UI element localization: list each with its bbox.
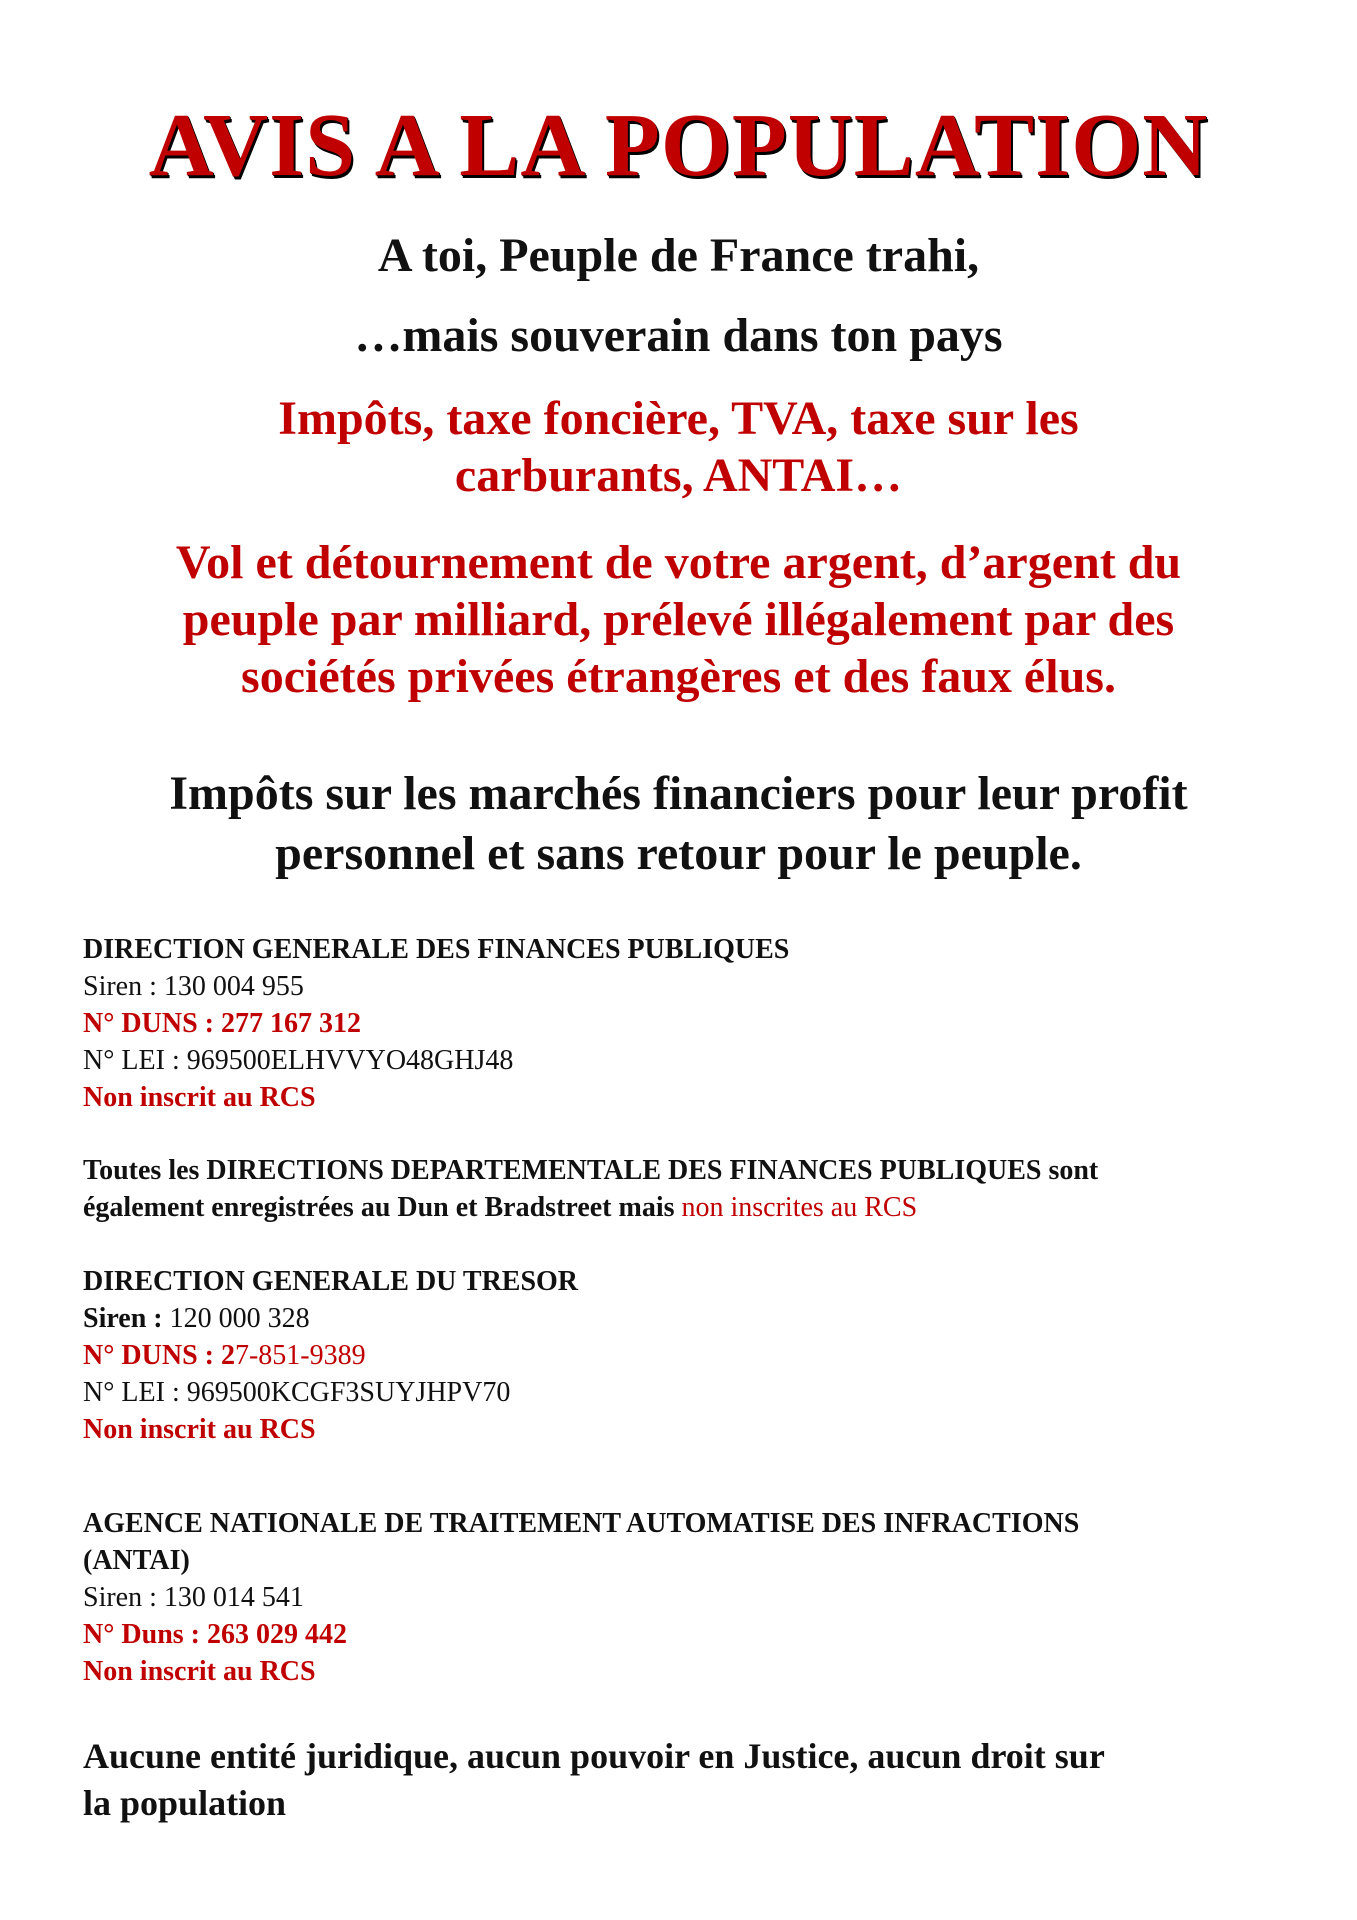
tresor-name: DIRECTION GENERALE DU TRESOR (83, 1266, 579, 1297)
antai-siren: Siren : 130 014 541 (83, 1582, 304, 1613)
theft-line-2: peuple par milliard, prélevé illégalement par des (182, 593, 1175, 646)
taxes-line-2: carburants, ANTAI… (454, 449, 903, 502)
dgfip-section (83, 931, 1283, 1116)
closing-line-1: Aucune entité juridique, aucun pouvoir en Justice, aucun droit sur (83, 1736, 1105, 1776)
dgfip-name: DIRECTION GENERALE DES FINANCES PUBLIQUES (83, 934, 790, 965)
markets-block (0, 764, 1357, 884)
theft-block (0, 534, 1357, 705)
tresor-section (83, 1263, 1283, 1448)
taxes-block (0, 390, 1357, 504)
intro-line-1: A toi, Peuple de France trahi, (377, 229, 980, 282)
antai-name-line-2: (ANTAI) (83, 1545, 190, 1576)
antai-name-line-1: AGENCE NATIONALE DE TRAITEMENT AUTOMATISE DES INFRACTIONS (83, 1508, 1080, 1539)
ddfip-note-rcs: non inscrites au RCS (681, 1192, 918, 1223)
tresor-rcs: Non inscrit au RCS (83, 1414, 316, 1445)
dgfip-siren: Siren : 130 004 955 (83, 971, 304, 1002)
markets-line-1: Impôts sur les marchés financiers pour leur profit (169, 767, 1188, 820)
tresor-duns (83, 1337, 1283, 1374)
ddfip-note-line-1: Toutes les DIRECTIONS DEPARTEMENTALE DES FINANCES PUBLIQUES sont (83, 1155, 1099, 1186)
dgfip-duns: N° DUNS : 277 167 312 (83, 1008, 361, 1039)
antai-rcs: Non inscrit au RCS (83, 1656, 316, 1687)
closing-statement (83, 1733, 1283, 1827)
tresor-lei: N° LEI : 969500KCGF3SUYJHPV70 (83, 1377, 511, 1408)
dgfip-rcs: Non inscrit au RCS (83, 1082, 316, 1113)
ddfip-note-text: également enregistrées au Dun et Bradstreet mais (83, 1192, 682, 1223)
tresor-siren (83, 1300, 1283, 1337)
intro-line-2: …mais souverain dans ton pays (354, 309, 1003, 362)
tresor-duns-value: 7-851-9389 (234, 1340, 366, 1371)
taxes-line-1: Impôts, taxe foncière, TVA, taxe sur les (278, 392, 1079, 445)
closing-line-2: la population (83, 1783, 287, 1823)
tresor-siren-value: 120 000 328 (169, 1303, 310, 1334)
page-title: AVIS A LA POPULATION (148, 96, 1209, 195)
tresor-duns-label: N° DUNS : 2 (83, 1340, 235, 1371)
markets-line-2: personnel et sans retour pour le peuple. (275, 827, 1082, 880)
antai-duns: N° Duns : 263 029 442 (83, 1619, 348, 1650)
theft-line-1: Vol et détournement de votre argent, d’argent du (175, 536, 1182, 589)
dgfip-lei: N° LEI : 969500ELHVVYO48GHJ48 (83, 1045, 514, 1076)
antai-section (83, 1505, 1283, 1690)
ddfip-note-line-2 (83, 1189, 1283, 1226)
ddfip-note (83, 1152, 1283, 1226)
theft-line-3: sociétés privées étrangères et des faux élus. (241, 650, 1116, 703)
tresor-siren-label: Siren : (83, 1303, 170, 1334)
